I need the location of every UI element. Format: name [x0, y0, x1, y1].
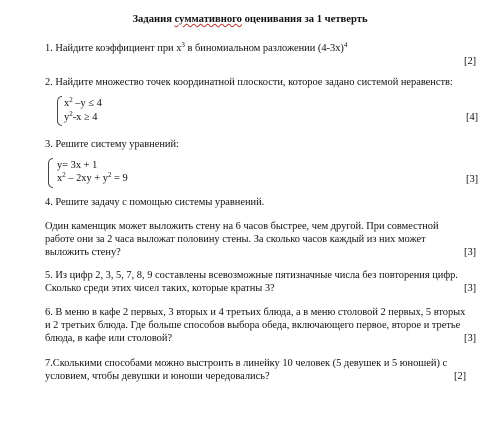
question-5-line-1: 5. Из цифр 2, 3, 5, 7, 8, 9 составлены всевозможные пятизначные числа без повторения цифр.: [45, 270, 458, 281]
question-2-text: 2. Найдите множество точек координатной плоскости, которое задано системой неравенств:: [45, 77, 453, 88]
question-2-score: [4]: [466, 112, 479, 123]
title-text-end: оценивания за 1 четверть: [241, 14, 368, 25]
question-5-score: [3]: [464, 283, 477, 294]
inequality-1: $x^2$ –y ≤ 4: [64, 96, 102, 109]
equation-1: y= 3x + 1: [57, 160, 98, 171]
question-3-score: [3]: [466, 174, 479, 185]
question-5-line-2: Сколько среди этих чисел таких, которые кратны 3?: [45, 283, 275, 294]
question-6-score: [3]: [464, 333, 477, 344]
question-7-line-1: 7.Сколькими способами можно выстроить в линейку 10 человек (5 девушек и 5 юношей) с: [45, 358, 448, 369]
system-brace: [57, 96, 62, 126]
question-1-score: [2]: [464, 56, 477, 67]
system-brace: [48, 158, 53, 188]
question-7-score: [2]: [454, 371, 467, 382]
question-6-line-2: и 2 третьих блюда. Где больше способов выбора обеда, включающего первое, второе и третье: [45, 320, 461, 331]
question-1-text: 1. Найдите коэффициент при $x^3$ в биномиальном разложении $(4-3x)^4$: [45, 41, 348, 54]
question-4-para-line-1: Один каменщик может выложить стену на 6 часов быстрее, чем другой. При совместной: [45, 221, 439, 232]
question-4-para-line-2: работе они за 2 часа выложат половину стены. За сколько часов каждый из них может: [45, 234, 426, 245]
title-text: Задания: [132, 14, 175, 25]
question-6-line-1: 6. В меню в кафе 2 первых, 3 вторых и 4 третьих блюда, а в меню столовой 2 первых, 5 вторых: [45, 307, 466, 318]
question-4-text: 4. Решите задачу с помощью системы уравнений.: [45, 197, 265, 208]
question-4-para-line-3: выложить стену?: [45, 247, 121, 258]
question-7-line-2: условием, чтобы девушки и юноши чередовались?: [45, 371, 270, 382]
title-underlined-word: суммативного: [174, 14, 242, 25]
question-3-text: 3. Решите систему уравнений:: [45, 139, 179, 150]
page-title: [0, 14, 500, 27]
inequality-2: $y^2-x \ge 4$: [64, 110, 98, 123]
equation-2: $x^2 - 2xy + y^2 = 9$: [57, 171, 128, 184]
question-6-line-3: блюда, в кафе или столовой?: [45, 333, 173, 344]
question-4-score: [3]: [464, 247, 477, 258]
